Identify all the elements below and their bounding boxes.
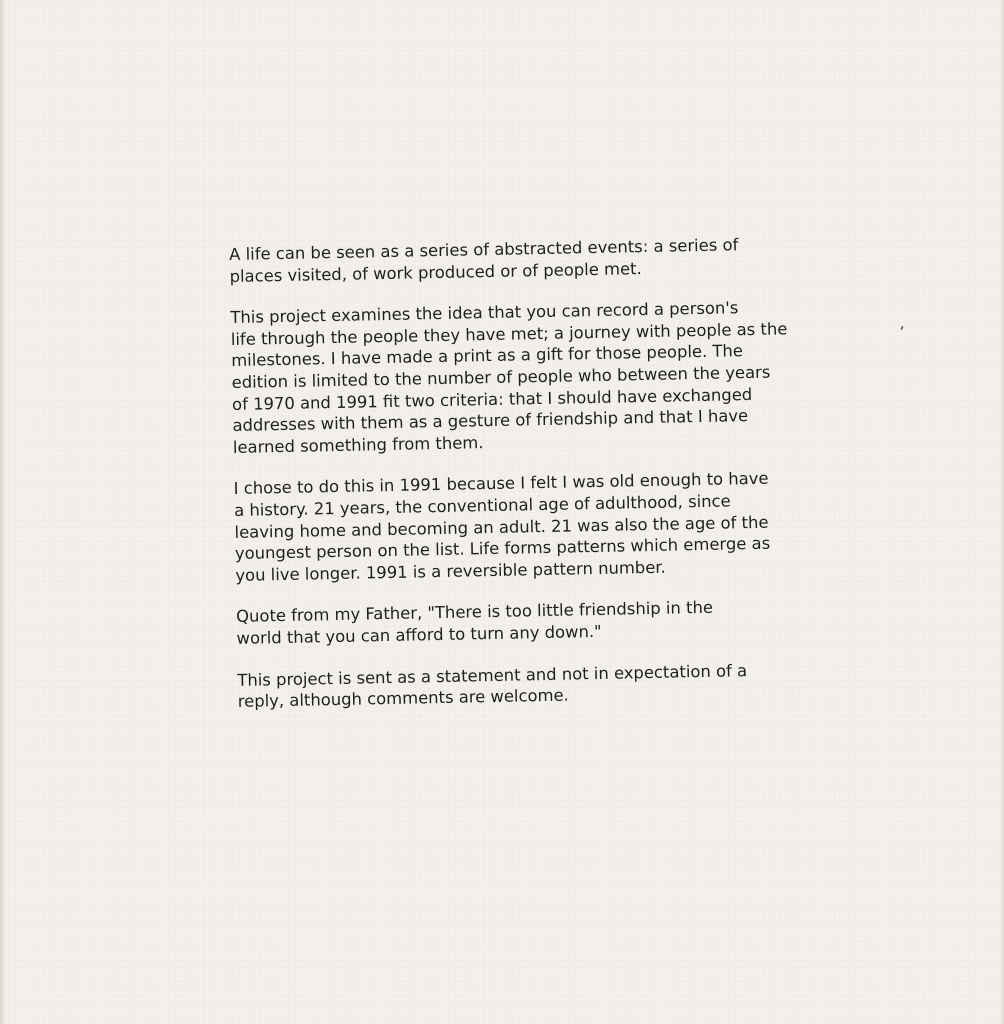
paper-left-edge — [0, 0, 5, 1024]
paragraph-father-quote: Quote from my Father, "There is too little friendship in the world that you can afford to turn any down." — [235, 598, 714, 648]
paragraph-closing-note: This project is sent as a statement and not in expectation of a reply, although comments are welcome. — [237, 660, 748, 712]
paragraph-project-description: This project examines the idea that you can record a person's life through the people they have met; a journey with people as the milestones. I have made a print as a gift for those people. The edition is limited to the number of people who between the years of 1970 and 1991 fit two criteria: that I should have exchanged addresses with them as a gesture of friendship and that I have learned something from them. — [230, 298, 788, 457]
paragraph-why-1991: I chose to do this in 1991 because I felt I was old enough to have a history. 21 years, the conventional age of adulthood, since leaving home and becoming an adult. 21 was also the age of the youngest person on the list. Life forms patterns which emerge as you live longer. 1991 is a reversible pattern number. — [233, 469, 771, 585]
paper-right-edge — [1000, 0, 1004, 1024]
ink-speck — [900, 326, 903, 330]
paragraph-life-events: A life can be seen as a series of abstracted events: a series of places visited, of work produced or of people met. — [229, 235, 739, 286]
statement-text — [229, 232, 838, 732]
